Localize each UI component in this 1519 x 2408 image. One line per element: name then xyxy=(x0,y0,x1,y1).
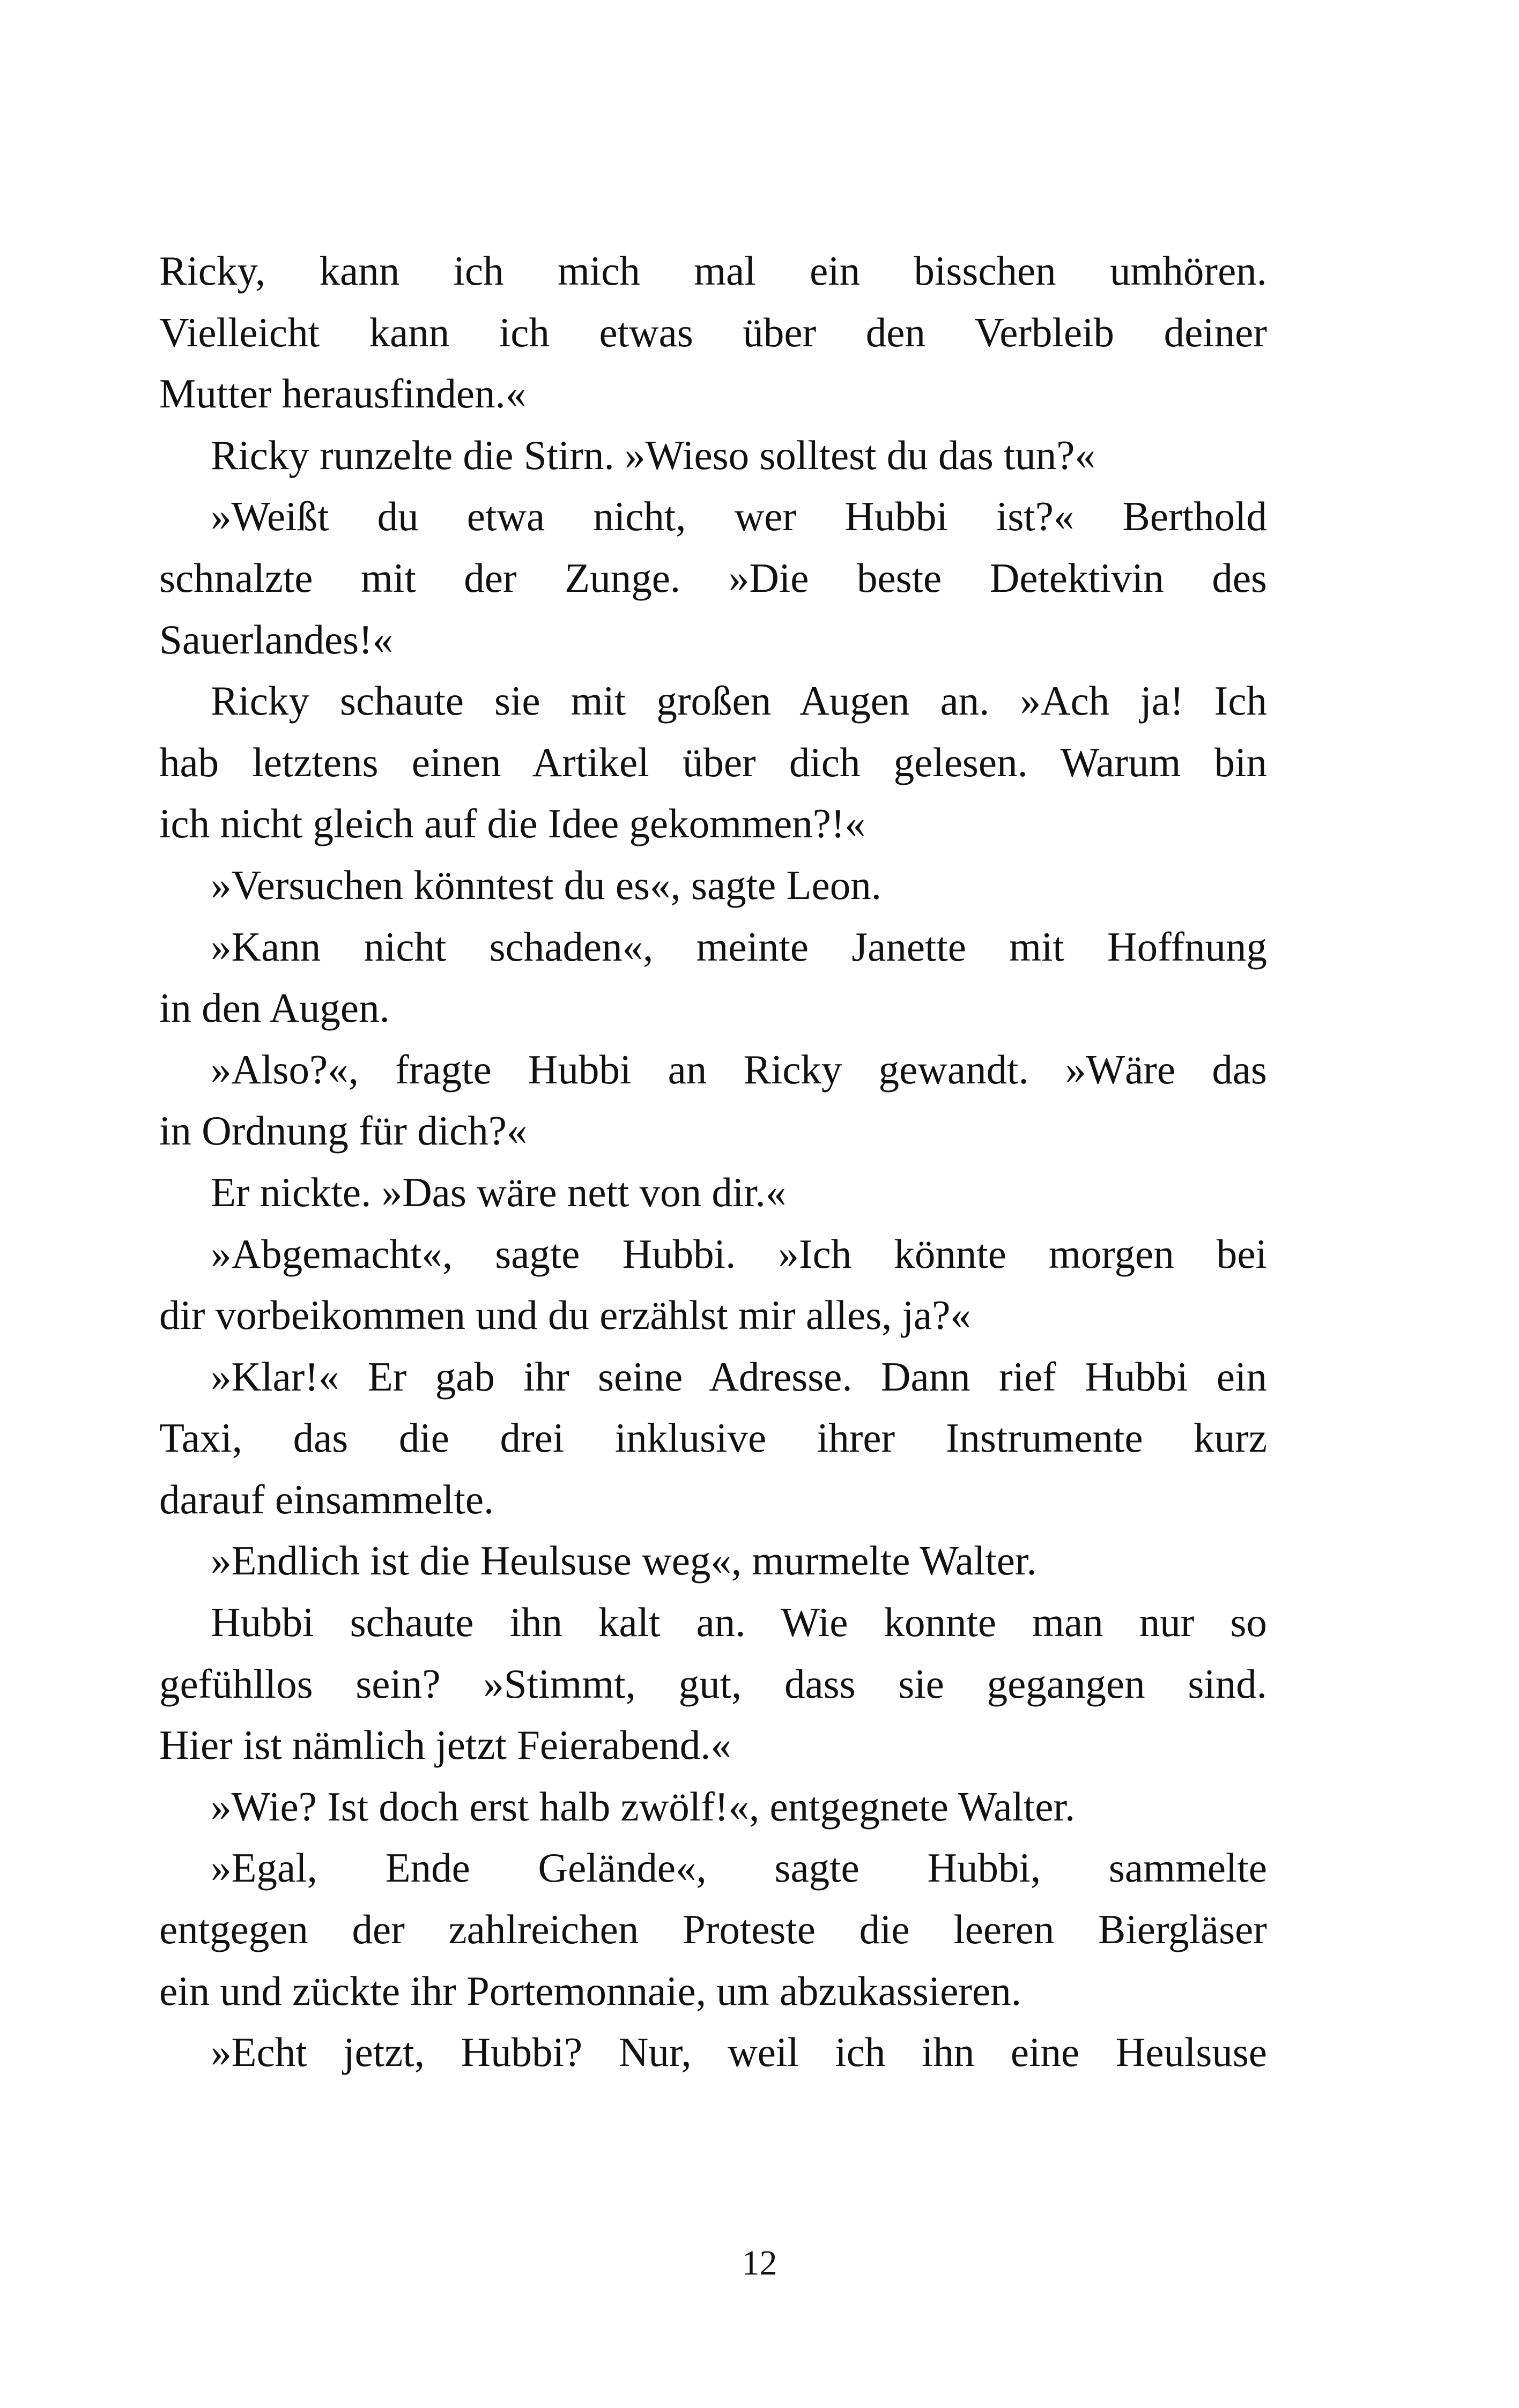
page-number: 12 xyxy=(742,2243,777,2283)
text-line: dir vorbeikommen und du erzählst mir alles, ja?« xyxy=(159,1292,971,1339)
text-line: Sauerlandes!« xyxy=(159,616,394,663)
text-line: »Egal, Ende Gelände«, sagte Hubbi, sammelte xyxy=(211,1845,1267,1891)
text-line: Mutter herausfinden.« xyxy=(159,370,527,417)
text-line: in den Augen. xyxy=(159,985,390,1031)
text-line: Vielleicht kann ich etwas über den Verbleib deiner xyxy=(159,309,1267,355)
text-line: ich nicht gleich auf die Idee gekommen?!« xyxy=(159,800,866,847)
text-line: »Echt jetzt, Hubbi? Nur, weil ich ihn eine Heulsuse xyxy=(211,2029,1267,2076)
text-line: »Kann nicht schaden«, meinte Janette mit Hoffnung xyxy=(211,923,1267,970)
text-line: Hier ist nämlich jetzt Feierabend.« xyxy=(159,1722,731,1768)
text-line: »Weißt du etwa nicht, wer Hubbi ist?« Berthold xyxy=(211,493,1267,540)
text-line: Er nickte. »Das wäre nett von dir.« xyxy=(211,1169,787,1215)
text-line: Hubbi schaute ihn kalt an. Wie konnte man nur so xyxy=(211,1599,1267,1646)
text-line: »Klar!« Er gab ihr seine Adresse. Dann rief Hubbi ein xyxy=(211,1353,1267,1400)
text-line: Ricky schaute sie mit großen Augen an. »Ach ja! Ich xyxy=(211,678,1267,724)
text-line: »Abgemacht«, sagte Hubbi. »Ich könnte morgen bei xyxy=(211,1230,1267,1277)
text-line: gefühllos sein? »Stimmt, gut, dass sie gegangen sind. xyxy=(159,1660,1267,1707)
text-line: Ricky runzelte die Stirn. »Wieso solltest du das tun?« xyxy=(211,432,1095,478)
text-line: hab letztens einen Artikel über dich gelesen. Warum bin xyxy=(159,739,1267,785)
text-line: schnalzte mit der Zunge. »Die beste Detektivin des xyxy=(159,554,1267,601)
text-line: ein und zückte ihr Portemonnaie, um abzukassieren. xyxy=(159,1967,1021,2014)
text-line: in Ordnung für dich?« xyxy=(159,1108,528,1154)
text-line: »Endlich ist die Heulsuse weg«, murmelte Walter. xyxy=(211,1537,1037,1584)
text-line: Taxi, das die drei inklusive ihrer Instrumente kurz xyxy=(159,1415,1267,1461)
text-line: »Versuchen könntest du es«, sagte Leon. xyxy=(211,861,881,908)
text-line: entgegen der zahlreichen Proteste die leeren Biergläser xyxy=(159,1906,1267,1953)
text-line: Ricky, kann ich mich mal ein bisschen umhören. xyxy=(159,248,1267,294)
text-line: »Wie? Ist doch erst halb zwölf!«, entgegnete Walter. xyxy=(211,1783,1076,1830)
text-line: »Also?«, fragte Hubbi an Ricky gewandt. »Wäre das xyxy=(211,1046,1267,1092)
body-text xyxy=(159,240,1267,2083)
text-line: darauf einsammelte. xyxy=(159,1476,494,1522)
